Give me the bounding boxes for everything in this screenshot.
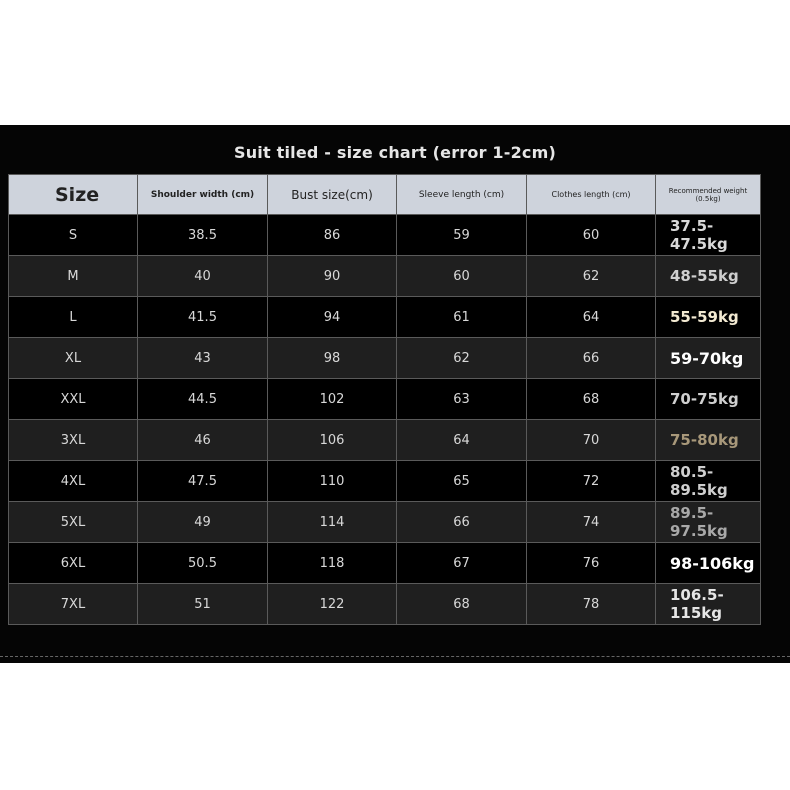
cell-shoulder: 51 [138,584,268,625]
cell-size: 5XL [9,502,138,543]
cell-sleeve: 66 [397,502,527,543]
cell-sleeve: 63 [397,379,527,420]
cell-bust: 90 [268,256,397,297]
cell-bust: 94 [268,297,397,338]
header-weight-line1: Recommended weight [668,186,748,195]
table-row [9,256,761,297]
cell-size: 3XL [9,420,138,461]
size-chart-panel [0,125,790,663]
cell-weight: 89.5-97.5kg [656,502,761,543]
cell-clothes: 68 [527,379,656,420]
cell-bust: 110 [268,461,397,502]
cell-bust: 122 [268,584,397,625]
cell-bust: 102 [268,379,397,420]
cell-clothes: 66 [527,338,656,379]
cell-weight: 75-80kg [656,420,761,461]
table-row [9,543,761,584]
cell-sleeve: 61 [397,297,527,338]
cell-sleeve: 59 [397,215,527,256]
header-bust-size: Bust size(cm) [268,175,397,215]
cell-shoulder: 38.5 [138,215,268,256]
cell-clothes: 72 [527,461,656,502]
cell-clothes: 62 [527,256,656,297]
header-recommended-weight [656,175,761,215]
cell-sleeve: 60 [397,256,527,297]
header-size: Size [9,175,138,215]
table-row [9,297,761,338]
chart-title: Suit tiled - size chart (error 1-2cm) [233,143,557,162]
cell-shoulder: 46 [138,420,268,461]
cell-sleeve: 65 [397,461,527,502]
cell-size: L [9,297,138,338]
cell-size: XL [9,338,138,379]
cell-size: S [9,215,138,256]
table-row [9,584,761,625]
cell-shoulder: 47.5 [138,461,268,502]
cell-weight: 55-59kg [656,297,761,338]
cell-bust: 106 [268,420,397,461]
size-table [8,174,761,625]
header-shoulder-width: Shoulder width (cm) [138,175,268,215]
cell-shoulder: 43 [138,338,268,379]
cell-sleeve: 68 [397,584,527,625]
cell-size: XXL [9,379,138,420]
cell-bust: 86 [268,215,397,256]
cell-bust: 98 [268,338,397,379]
cell-size: 4XL [9,461,138,502]
header-sleeve-length: Sleeve length (cm) [397,175,527,215]
cell-size: 7XL [9,584,138,625]
cell-clothes: 78 [527,584,656,625]
cell-size: 6XL [9,543,138,584]
cell-shoulder: 41.5 [138,297,268,338]
cell-weight: 59-70kg [656,338,761,379]
cell-weight: 106.5-115kg [656,584,761,625]
header-clothes-length: Clothes length (cm) [527,175,656,215]
header-row [9,175,761,215]
cell-shoulder: 50.5 [138,543,268,584]
table-row [9,338,761,379]
cell-clothes: 76 [527,543,656,584]
cell-bust: 114 [268,502,397,543]
table-row [9,420,761,461]
table-row [9,502,761,543]
cell-clothes: 70 [527,420,656,461]
cell-weight: 48-55kg [656,256,761,297]
cell-sleeve: 62 [397,338,527,379]
cell-weight: 70-75kg [656,379,761,420]
table-row [9,215,761,256]
cell-shoulder: 44.5 [138,379,268,420]
cell-weight: 37.5-47.5kg [656,215,761,256]
cell-clothes: 74 [527,502,656,543]
cell-sleeve: 67 [397,543,527,584]
cell-shoulder: 40 [138,256,268,297]
table-row [9,461,761,502]
cell-size: M [9,256,138,297]
cell-clothes: 60 [527,215,656,256]
cell-shoulder: 49 [138,502,268,543]
header-weight-line2: (0.5kg) [695,194,721,203]
cell-bust: 118 [268,543,397,584]
cell-weight: 80.5-89.5kg [656,461,761,502]
table-row [9,379,761,420]
cell-sleeve: 64 [397,420,527,461]
cell-weight: 98-106kg [656,543,761,584]
cell-clothes: 64 [527,297,656,338]
dashed-divider [0,656,790,657]
